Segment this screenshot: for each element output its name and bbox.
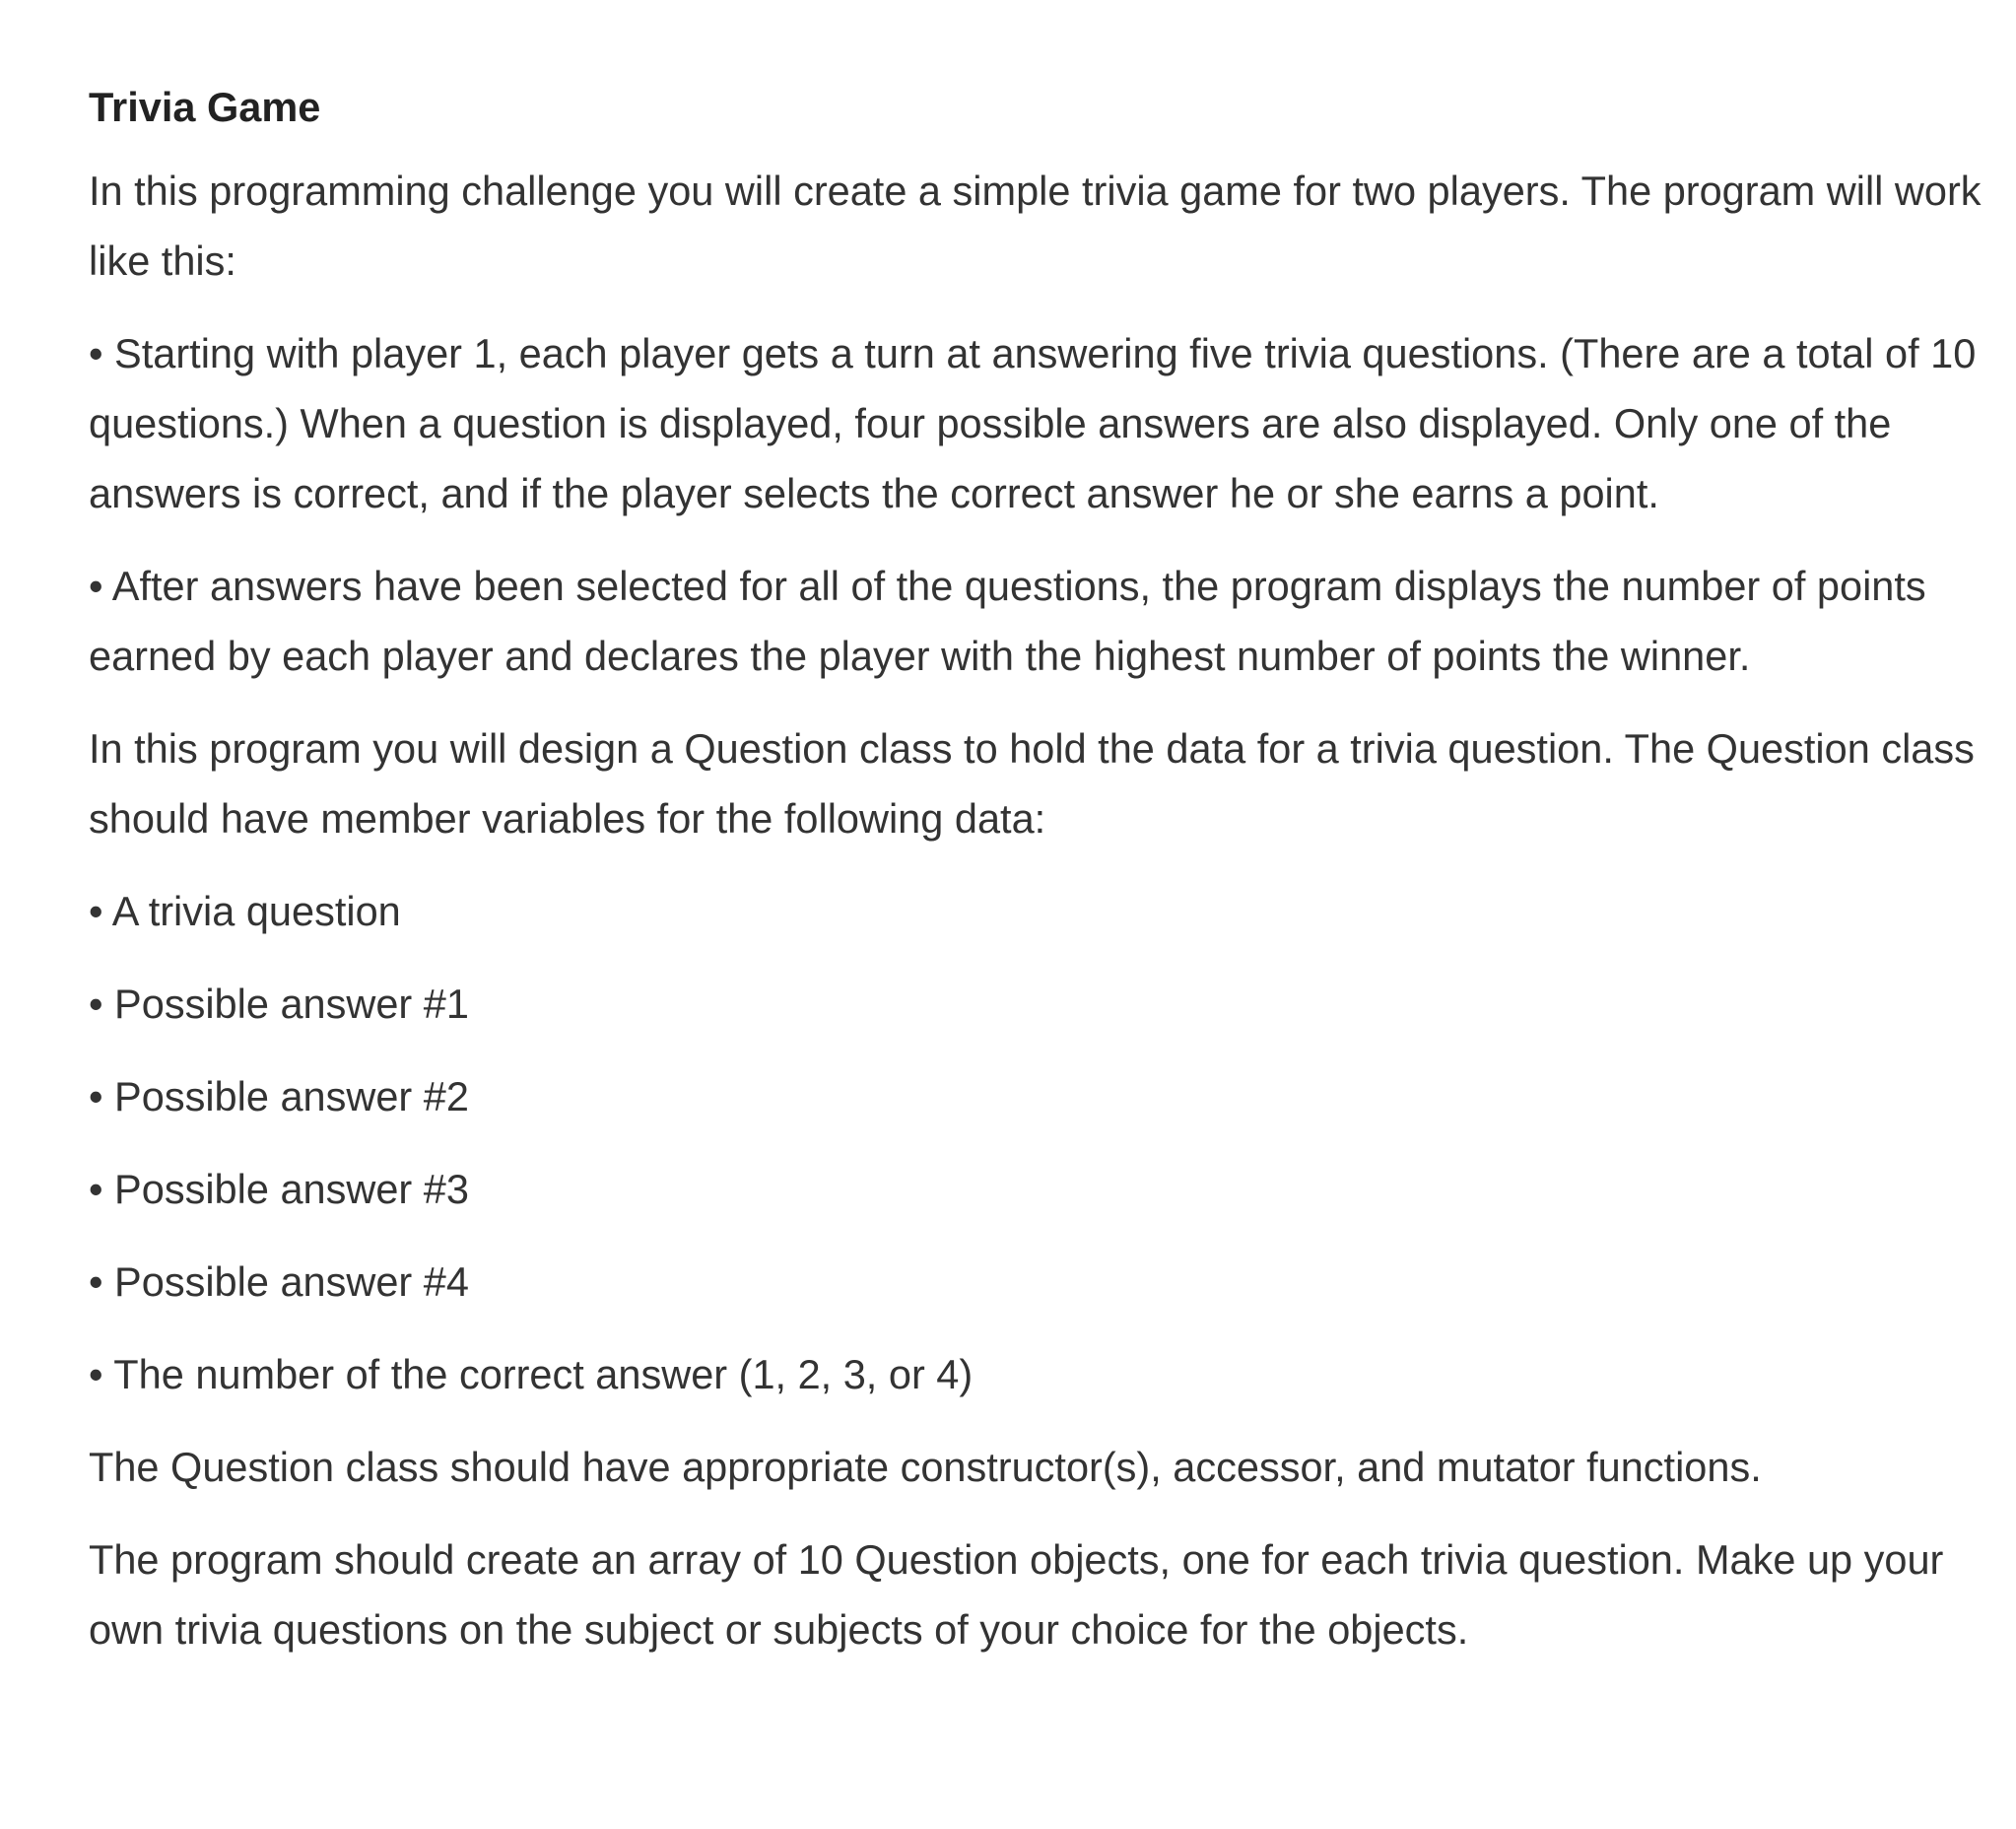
class-intro-paragraph: In this program you will design a Question class to hold the data for a trivia question. The Question class should have member variables for the following data: xyxy=(89,725,1975,842)
document-body xyxy=(89,75,1990,1687)
member-item: • Possible answer #1 xyxy=(89,981,469,1027)
member-item: • A trivia question xyxy=(89,888,401,934)
functions-paragraph: The Question class should have appropriate constructor(s), accessor, and mutator functions. xyxy=(89,1444,1762,1490)
array-paragraph: The program should create an array of 10 Question objects, one for each trivia question. Make up your own trivia questions on the subject or subjects of your choice for the objects. xyxy=(89,1536,1944,1653)
rule-item: • Starting with player 1, each player gets a turn at answering five trivia questions. (There are a total of 10 questions.) When a question is displayed, four possible answers are also displayed. Only one of the answers is correct, and if the player selects the correct answer he or she earns a point. xyxy=(89,330,1977,516)
intro-paragraph: In this programming challenge you will create a simple trivia game for two players. The program will work like this: xyxy=(89,168,1982,284)
member-item: • Possible answer #2 xyxy=(89,1073,469,1119)
member-item: • Possible answer #3 xyxy=(89,1166,469,1212)
member-item: • Possible answer #4 xyxy=(89,1258,469,1305)
page-title: Trivia Game xyxy=(89,84,321,130)
member-item: • The number of the correct answer (1, 2, 3, or 4) xyxy=(89,1351,974,1397)
rule-item: • After answers have been selected for all of the questions, the program displays the number of points earned by each player and declares the player with the highest number of points the winner. xyxy=(89,563,1926,679)
